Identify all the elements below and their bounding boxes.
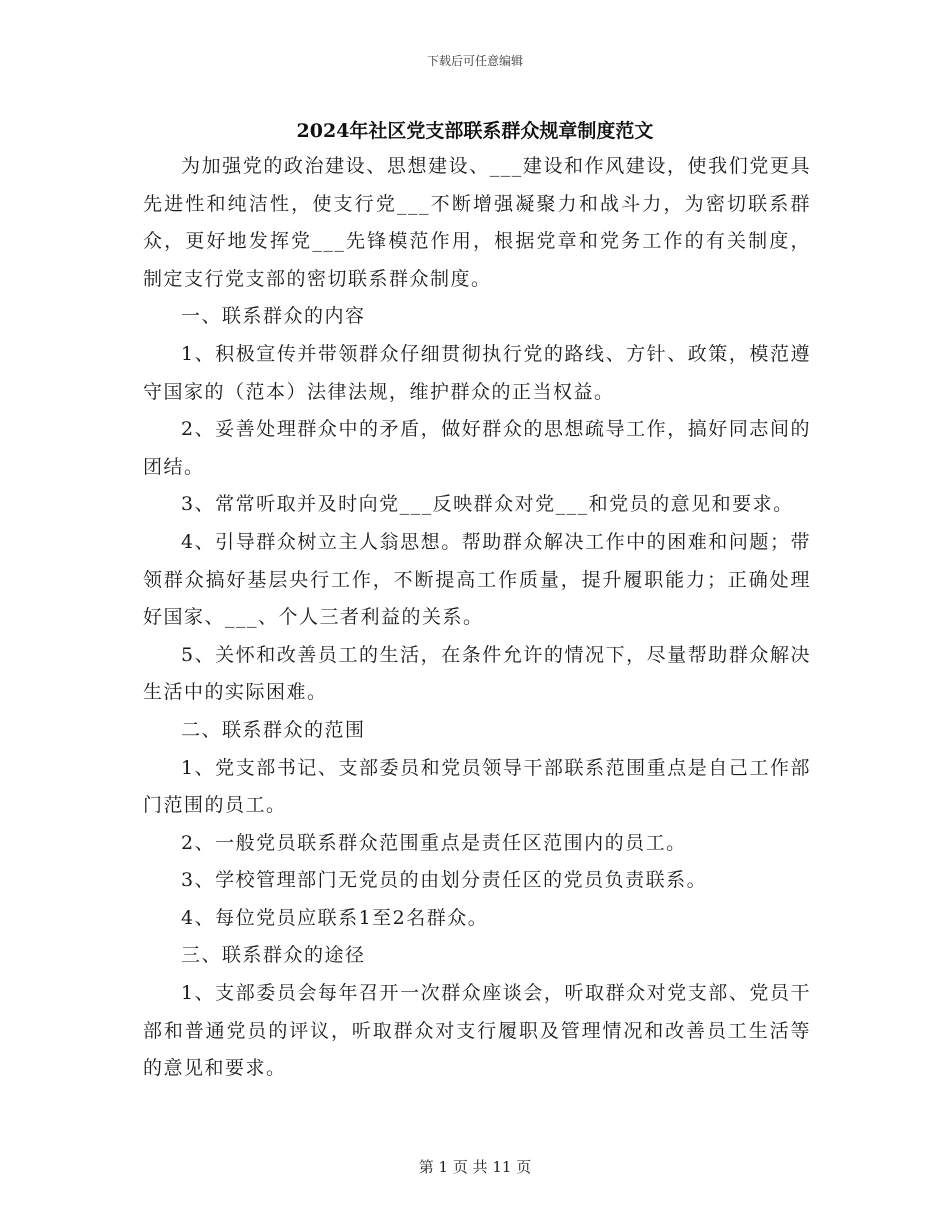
methods-item-1: 1、支部委员会每年召开一次群众座谈会，听取群众对党支部、党员干部和普通党员的评议，听取群众对支行履职及管理情况和改善员工生活等的意见和要求。 — [143, 982, 811, 1080]
document-title: 2024年社区党支部联系群众规章制度范文 — [296, 120, 654, 142]
content-item-4: 4、引导群众树立主人翁思想。帮助群众解决工作中的困难和问题；带领群众搞好基层央行工作，不断提高工作质量，提升履职能力；正确处理好国家、___、个人三者利益的关系。 — [143, 530, 811, 629]
document-body — [143, 148, 811, 1088]
content-item-5: 5、关怀和改善员工的生活，在条件允许的情况下，尽量帮助群众解决生活中的实际困难。 — [143, 643, 811, 704]
scope-item-3: 3、学校管理部门无党员的由划分责任区的党员负责联系。 — [181, 869, 708, 892]
page-header: 下载后可任意编辑 — [426, 54, 523, 68]
content-item-3: 3、常常听取并及时向党___反映群众对党___和党员的意见和要求。 — [181, 493, 794, 516]
scope-item-1: 1、党支部书记、支部委员和党员领导干部联系范围重点是自己工作部门范围的员工。 — [143, 756, 811, 817]
content-item-2: 2、妥善处理群众中的矛盾，做好群众的思想疏导工作，搞好同志间的团结。 — [143, 418, 811, 478]
content-item-1: 1、积极宣传并带领群众仔细贯彻执行党的路线、方针、政策，模范遵守国家的（范本）法律法规，维护群众的正当权益。 — [143, 342, 811, 403]
section-heading-scope: 二、联系群众的范围 — [181, 718, 366, 741]
scope-item-4: 4、每位党员应联系1至2名群众。 — [181, 906, 489, 929]
scope-item-2: 2、一般党员联系群众范围重点是责任区范围内的员工。 — [181, 831, 687, 854]
section-heading-methods: 三、联系群众的途径 — [181, 944, 366, 967]
intro-paragraph: 为加强党的政治建设、思想建设、___建设和作风建设，使我们党更具先进性和纯洁性，使支行党___不断增强凝聚力和战斗力，为密切联系群众，更好地发挥党___先锋模范作用，根据党章和党务工作的有关制度，制定支行党支部的密切联系群众制度。 — [143, 155, 811, 290]
section-heading-content: 一、联系群众的内容 — [181, 305, 366, 328]
page-number-footer: 第 1 页 共 11 页 — [418, 1158, 532, 1176]
